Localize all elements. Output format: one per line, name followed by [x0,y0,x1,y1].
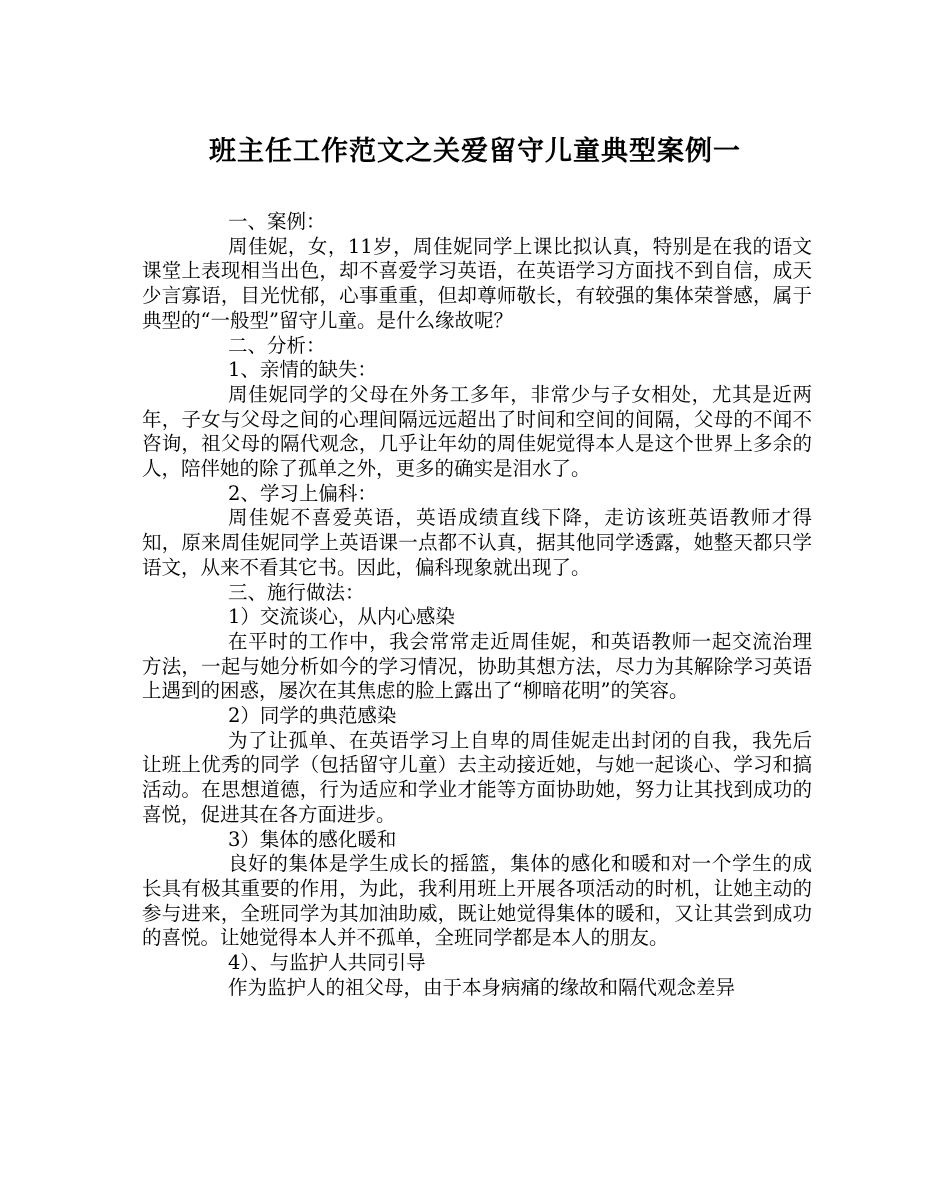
subheading-measure-4: 4）、与监护人共同引导 [228,951,426,975]
heading-measures: 三、施行做法： [228,580,365,604]
heading-case: 一、案例： [228,210,326,233]
paragraph-subject-bias: 周佳妮不喜爱英语，英语成绩直线下降，走访该班英语教师才得知，原来周佳妮同学上英语课一点都不认真，据其他同学透露，她整天都只学语文，从来不看其它书。因此，偏科现象就出现了。 [142,506,812,579]
paragraph-measure-3: 良好的集体是学生成长的摇篮，集体的感化和暖和对一个学生的成长具有极其重要的作用，为此，我利用班上开展各项活动的时机，让她主动的参与进来，全班同学为其加油助威，既让她觉得集体的暖和，又让其尝到成功的喜悦。让她觉得本人并不孤单，全班同学都是本人的朋友。 [142,852,812,950]
paragraph-measure-2: 为了让孤单、在英语学习上自卑的周佳妮走出封闭的自我，我先后让班上优秀的同学（包括留守儿童）去主动接近她，与她一起谈心、学习和搞活动。在思想道德，行为适应和学业才能等方面协助她，努力让其找到成功的喜悦，促进其在各方面进步。 [142,728,812,826]
subheading-measure-3: 3）集体的感化暖和 [228,827,397,851]
document-title: 班主任工作范文之关爱留守儿童典型案例一 [209,136,741,167]
heading-analysis: 二、分析： [228,333,326,357]
subheading-subject-bias: 2、学习上偏科： [228,481,377,505]
subheading-measure-2: 2）同学的典范感染 [228,704,397,728]
subheading-measure-1: 1）交流谈心，从内心感染 [228,605,455,629]
paragraph-affection-loss: 周佳妮同学的父母在外务工多年，非常少与子女相处，尤其是近两年，子女与父母之间的心理间隔远远超出了时间和空间的间隔，父母的不闻不咨询，祖父母的隔代观念，几乎让年幼的周佳妮觉得本人是这个世界上多余的人，陪伴她的除了孤单之外，更多的确实是泪水了。 [142,382,812,481]
paragraph-measure-1: 在平时的工作中，我会常常走近周佳妮，和英语教师一起交流治理方法，一起与她分析如今的学习情况，协助其想方法，尽力为其解除学习英语上遇到的困惑，屡次在其焦虑的脸上露出了“柳暗花明”的笑容。 [142,629,812,703]
paragraph-case-description: 周佳妮，女，11岁，周佳妮同学上课比拟认真，特别是在我的语文课堂上表现相当出色，却不喜爱学习英语，在英语学习方面找不到自信，成天少言寡语，目光忧郁，心事重重，但却尊师敬长，有较强的集体荣誉感，属于典型的“一般型”留守儿童。是什么缘故呢？ [142,234,812,332]
document-body [142,210,812,1001]
subheading-affection-loss: 1、亲情的缺失： [228,358,377,382]
paragraph-measure-4: 作为监护人的祖父母，由于本身病痛的缘故和隔代观念差异 [228,975,736,999]
